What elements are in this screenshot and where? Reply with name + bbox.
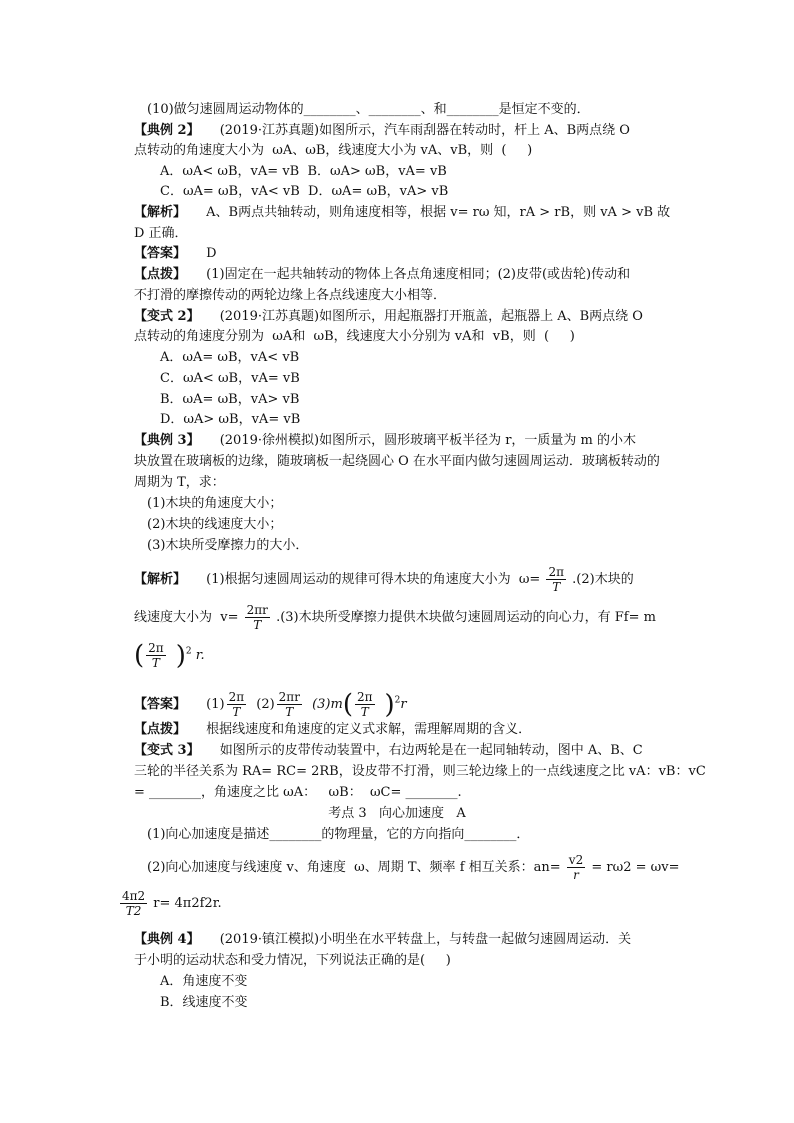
text-line: 点转动的角速度大小为 ωA、ωB，线速度大小为 vA、vB，则 ( ) xyxy=(134,143,533,158)
text-line: 【解析】 (1)根据匀速圆周运动的规律可得木块的角速度大小为 ω= $\frac{2\pi}{T}$ .(2)木块的 xyxy=(134,565,634,594)
label-tip: 【点拨】 xyxy=(134,267,187,282)
text-line: (2)木块的线速度大小； xyxy=(147,517,283,532)
text-line: 【点拨】 (1)固定在一起共轴转动的物体上各点角速度相同；(2)皮带(或齿轮)传动和 xyxy=(134,267,631,282)
fraction: $\frac{2\pi}{T}$ xyxy=(148,641,164,670)
label-answer: 【答案】 xyxy=(134,697,187,712)
label-example-2: 【典例 2】 xyxy=(134,123,200,138)
text-line: 三轮的半径关系为 RA= RC= 2RB，设皮带不打滑，则三轮边缘上的一点线速度之比 vA：vB：vC xyxy=(134,764,706,779)
text-line: $\frac{4\pi 2}{T2}$ r= 4π2f2r. xyxy=(122,889,222,918)
text-line: 【典例 3】 (2019·徐州模拟)如图所示，圆形玻璃平板半径为 r，一质量为 m 的小木 xyxy=(134,433,637,448)
text-line: (3)木块所受摩擦力的大小． xyxy=(147,538,309,553)
fraction: $\frac{2\pi}{T}$ xyxy=(228,690,245,719)
label-analysis: 【解析】 xyxy=(134,205,187,220)
text-line: (1)向心加速度是描述________的物理量，它的方向指向________． xyxy=(147,827,530,842)
fraction: $\frac{4\pi 2}{T2}$ xyxy=(122,889,146,918)
text-line: (2)向心加速度与线速度 v、角速度 ω、周期 T、频率 f 相互关系：an= $\frac{v2}{r}$ = rω2 = ωv= xyxy=(147,853,680,882)
label-example-4: 【典例 4】 xyxy=(134,932,200,947)
text-line: 【点拨】 根据线速度和角速度的定义式求解，需理解周期的含义． xyxy=(134,722,532,737)
section-heading: 考点 3 向心加速度 A xyxy=(328,806,466,821)
text-line: (1)木块的角速度大小； xyxy=(147,496,283,511)
text-line: 点转动的角速度分别为 ωA和 ωB，线速度大小分别为 vA和 vB，则 ( ) xyxy=(134,329,575,344)
label-answer: 【答案】 xyxy=(134,246,187,261)
option-line: B．线速度不变 xyxy=(160,995,248,1010)
label-example-3: 【典例 3】 xyxy=(134,433,200,448)
text-line: 块放置在玻璃板的边缘，随玻璃板一起绕圆心 O 在水平面内做匀速圆周运动．玻璃板转动的 xyxy=(134,454,660,469)
text-line: (10)做匀速圆周运动物体的________、________、和________是恒定不变的． xyxy=(147,102,590,117)
text-line: 【答案】 D xyxy=(134,246,217,261)
option-line: C．ωA< ωB，vA= vB xyxy=(160,371,300,386)
text-line: 【典例 4】 (2019·镇江模拟)小明坐在水平转盘上，与转盘一起做匀速圆周运动．关 xyxy=(134,932,632,947)
text-line: 【解析】 A、B两点共轴转动，则角速度相等，根据 v= rω 知，rA > rB，则 vA > vB 故 xyxy=(134,205,671,220)
text-line: 【典例 2】 (2019·江苏真题)如图所示，汽车雨刮器在转动时，杆上 A、B两点绕 O xyxy=(134,123,630,138)
label-tip: 【点拨】 xyxy=(134,722,187,737)
label-variant-2: 【变式 2】 xyxy=(134,309,200,324)
fraction: $\frac{2\pi r}{T}$ xyxy=(278,690,300,719)
fraction: $\frac{2\pi}{T}$ xyxy=(548,565,565,594)
fraction: $\frac{v2}{r}$ xyxy=(568,853,584,882)
option-line: D．ωA> ωB，vA= vB xyxy=(160,412,301,427)
option-line: A．ωA= ωB，vA< vB xyxy=(160,350,300,365)
label-variant-3: 【变式 3】 xyxy=(134,743,200,758)
text-line: 【变式 3】 如图所示的皮带传动装置中，右边两轮是在一起同轴转动，图中 A、B、C xyxy=(134,743,643,758)
text-line: = ________，角速度之比 ωA： ωB： ωC= ________. xyxy=(134,785,462,800)
text-line: 周期为 T，求： xyxy=(134,475,225,490)
text-line: 【答案】 (1) $\frac{2\pi}{T}$ (2) $\frac{2\pi r}{T}$ (3)m( $\frac{2\pi}{T}$ )$^2$r xyxy=(134,689,407,720)
option-line: A．ωA< ωB，vA= vB B．ωA> ωB，vA= vB xyxy=(160,164,447,179)
text-line: 线速度大小为 v= $\frac{2\pi r}{T}$ .(3)木块所受摩擦力提供木块做匀速圆周运动的向心力，有 Ff= m xyxy=(134,603,656,632)
fraction: $\frac{2\pi}{T}$ xyxy=(356,690,373,719)
label-analysis: 【解析】 xyxy=(134,572,187,587)
text-line: 【变式 2】 (2019·江苏真题)如图所示，用起瓶器打开瓶盖，起瓶器上 A、B两点绕 O xyxy=(134,309,643,324)
option-line: A．角速度不变 xyxy=(160,974,248,989)
text-line: D 正确． xyxy=(134,226,188,241)
text-line: 于小明的运动状态和受力情况，下列说法正确的是( ) xyxy=(134,953,451,968)
fraction: $\frac{2\pi r}{T}$ xyxy=(246,603,268,632)
option-line: C．ωA= ωB，vA< vB D．ωA= ωB，vA> vB xyxy=(160,184,449,199)
option-line: B．ωA= ωB，vA> vB xyxy=(160,392,300,407)
text-line: 不打滑的摩擦传动的两轮边缘上各点线速度大小相等． xyxy=(134,288,447,303)
text-line: ( $\frac{2\pi}{T}$ )$^2$ r. xyxy=(134,640,205,671)
